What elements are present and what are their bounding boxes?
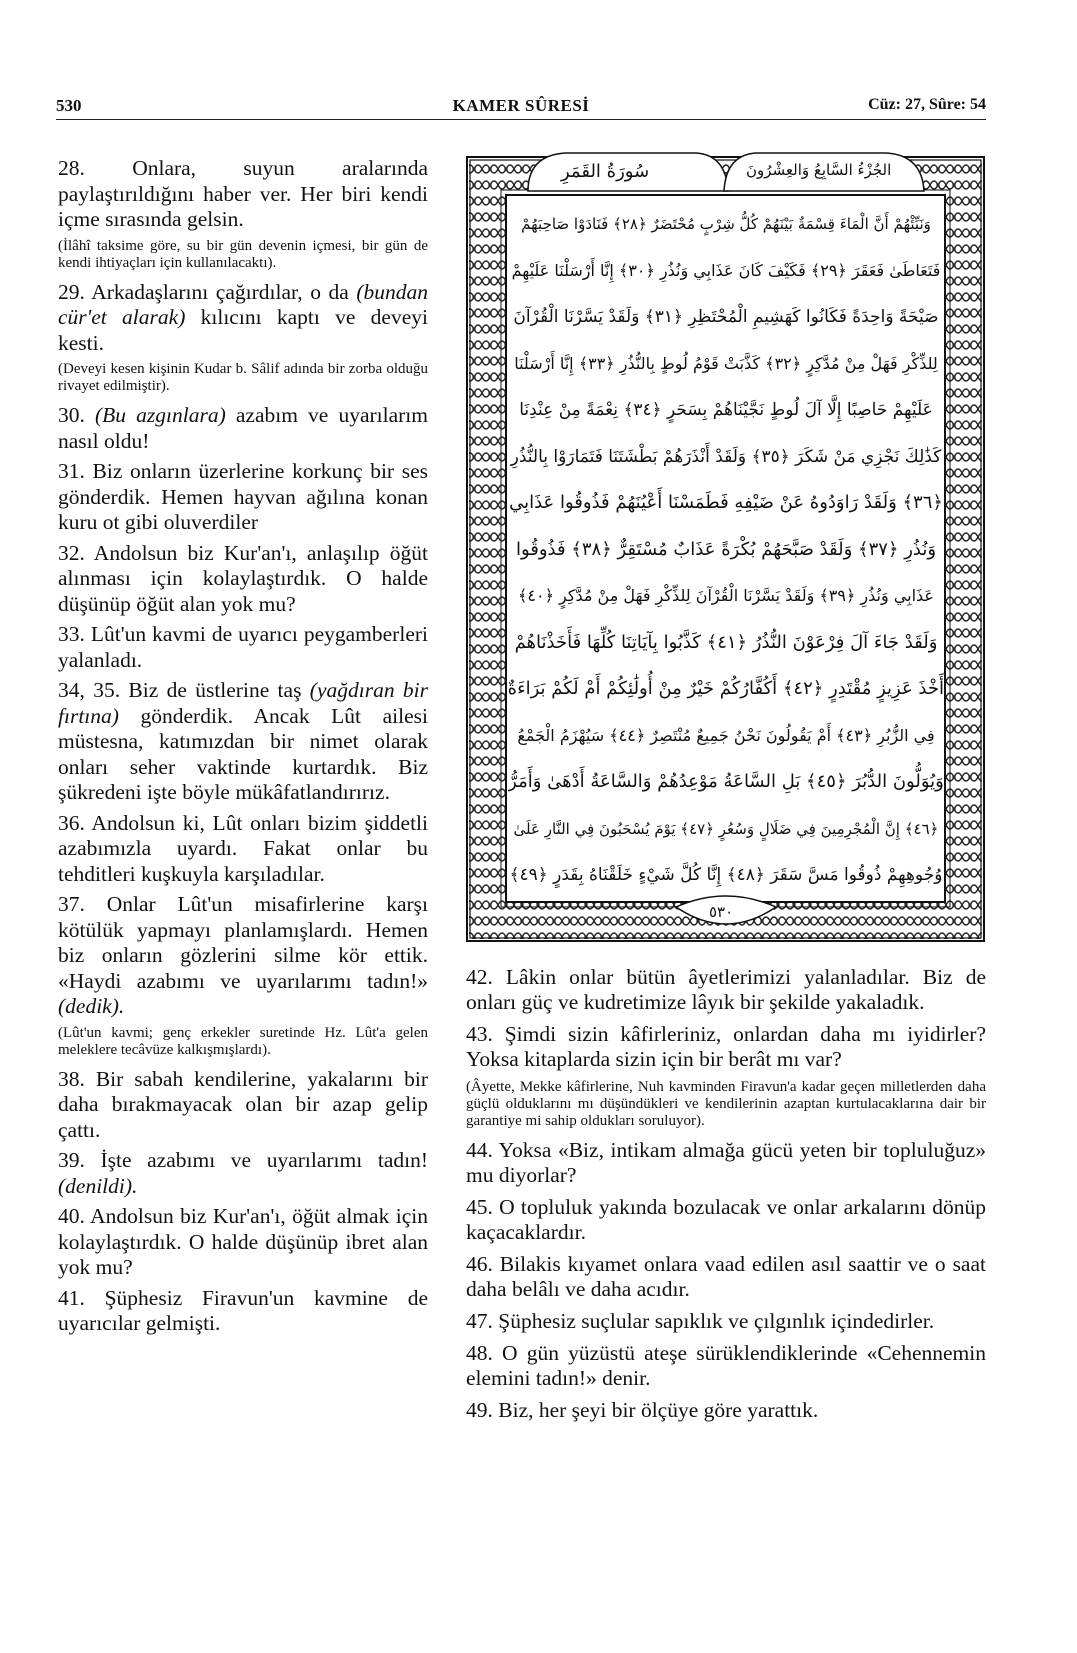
header-rule bbox=[56, 119, 986, 120]
arabic-text-line: وَنُذُرِ ﴿٣٧﴾ وَلَقَدْ صَبَّحَهُمْ بُكْرَةً عَذَابٌ مُسْتَقِرٌّ ﴿٣٨﴾ فَذُوقُوا bbox=[515, 538, 937, 560]
verse-paragraph: 38. Bir sabah kendilerine, yakalarını bir daha bırakmayacak olan bir azap gelip çattı. bbox=[58, 1066, 428, 1142]
verse-italic-insert: (dedik). bbox=[58, 994, 125, 1018]
verse-paragraph: 36. Andolsun ki, Lût onları bizim şiddetli azabımızla uyardı. Fakat onlar bu tehditleri kuşkuyla karşıladılar. bbox=[58, 810, 428, 886]
arabic-text-line: ﴿٤٦﴾ إِنَّ الْمُجْرِمِينَ فِي ضَلَالٍ وَسُعُرٍ ﴿٤٧﴾ يَوْمَ يُسْحَبُونَ فِي النَّارِ عَلَىٰ bbox=[513, 819, 939, 838]
juz-name-tab: الجُزْءُ السَّابِعُ وَالعِشْرُونَ bbox=[746, 161, 892, 179]
verse-paragraph bbox=[58, 678, 428, 806]
verse-italic-insert: (denildi). bbox=[58, 1173, 138, 1198]
arabic-text-line: فَتَعَاطَىٰ فَعَقَرَ ﴿٢٩﴾ فَكَيْفَ كَانَ عَذَابِي وَنُذُرِ ﴿٣٠﴾ إِنَّا أَرْسَلْنَا عَلَيْهِمْ bbox=[511, 260, 941, 280]
footnote: (İlâhî taksime göre, su bir gün devenin içmesi, bir gün de kendi ihtiyaçları için kullanılacaktı). bbox=[58, 237, 428, 271]
verse-text: 39. İşte azabımı ve uyarılarımı tadın! bbox=[58, 1148, 428, 1172]
verse-text: 30. bbox=[58, 403, 95, 427]
verse-paragraph: 48. O gün yüzüstü ateşe sürüklendiklerinde «Cehennemin elemini tadın!» denir. bbox=[466, 1341, 986, 1390]
verse-text: 34, 35. Biz de üstlerine taş bbox=[58, 678, 310, 702]
verse-italic-insert: (yağdıran bir fırtına) bbox=[58, 678, 428, 728]
arabic-text-line: أَخْذَ عَزِيزٍ مُقْتَدِرٍ ﴿٤٢﴾ أَكُفَّارُكُمْ خَيْرٌ مِنْ أُولَٰئِكُمْ أَمْ لَكُمْ بَرَاءَةٌ bbox=[508, 678, 944, 699]
verse-italic-insert: (Bu azgınlara) bbox=[95, 403, 226, 427]
verse-paragraph: 32. Andolsun biz Kur'an'ı, anlaşılıp öğüt alınması için kolaylaştırdık. O halde düşünüp öğüt alan yok mu? bbox=[58, 540, 428, 616]
page-header bbox=[56, 96, 986, 120]
arabic-text-line: ﴿٣٦﴾ وَلَقَدْ رَاوَدُوهُ عَنْ ضَيْفِهِ فَطَمَسْنَا أَعْيُنَهُمْ فَذُوقُوا عَذَابِي bbox=[509, 492, 943, 513]
arabic-text-line: وَنَبِّئْهُمْ أَنَّ الْمَاءَ قِسْمَةٌ بَيْنَهُمْ كُلُّ شِرْبٍ مُحْتَضَرٌ ﴿٢٨﴾ فَنَادَوْا صَاحِبَهُمْ bbox=[521, 215, 931, 233]
page-number: 530 bbox=[56, 96, 82, 115]
mushaf-page bbox=[466, 145, 985, 943]
arabic-text-line: عَلَيْهِمْ حَاصِبًا إِلَّا آلَ لُوطٍ نَجَّيْنَاهُمْ بِسَحَرٍ ﴿٣٤﴾ نِعْمَةً مِنْ عِنْدِنَا bbox=[519, 400, 933, 420]
verse-paragraph: 33. Lût'un kavmi de uyarıcı peygamberleri yalanladı. bbox=[58, 622, 428, 672]
verse-paragraph: 41. Şüphesiz Firavun'un kavmine de uyarıcılar gelmişti. bbox=[58, 1285, 428, 1335]
arabic-text-line: وَلَقَدْ جَاءَ آلَ فِرْعَوْنَ النُّذُرُ ﴿٤١﴾ كَذَّبُوا بِآيَاتِنَا كُلِّهَا فَأَخَذْنَاهُمْ bbox=[514, 631, 938, 653]
verse-paragraph: 31. Biz onların üzerlerine korkunç bir ses gönderdik. Hemen hayvan ağılına konan kuru ot gibi oluverdiler bbox=[58, 459, 428, 534]
arabic-text-line: لِلذِّكْرِ فَهَلْ مِنْ مُدَّكِرٍ ﴿٣٢﴾ كَذَّبَتْ قَوْمُ لُوطٍ بِالنُّذُرِ ﴿٣٣﴾ إِنَّا أَرْسَلْنَا bbox=[514, 353, 938, 373]
verse-paragraph: 42. Lâkin onlar bütün âyetlerimizi yalanladılar. Biz de onları güç ve kudretimize lâyık bir şekilde yakaladık. bbox=[466, 965, 986, 1014]
verse-paragraph bbox=[58, 892, 428, 1020]
verse-paragraph: 47. Şüphesiz suçlular sapıklık ve çılgınlık içindedirler. bbox=[466, 1309, 935, 1333]
verse-paragraph bbox=[58, 280, 428, 357]
juz-sura-label: Cüz: 27, Sûre: 54 bbox=[868, 96, 986, 113]
arabic-text-line: وُجُوهِهِمْ ذُوقُوا مَسَّ سَقَرَ ﴿٤٨﴾ إِنَّا كُلَّ شَيْءٍ خَلَقْنَاهُ بِقَدَرٍ ﴿٤٩﴾ bbox=[509, 865, 943, 885]
footnote: (Deveyi kesen kişinin Kudar b. Sâlif adında bir zorba olduğu rivayet edilmiştir). bbox=[58, 361, 428, 394]
arabic-text-line: وَيُوَلُّونَ الدُّبُرَ ﴿٤٥﴾ بَلِ السَّاعَةُ مَوْعِدُهُمْ وَالسَّاعَةُ أَدْهَىٰ وَأَمَرُّ bbox=[508, 771, 944, 792]
arabic-text-line: فِي الزُّبُرِ ﴿٤٣﴾ أَمْ يَقُولُونَ نَحْنُ جَمِيعٌ مُنْتَصِرٌ ﴿٤٤﴾ سَيُهْزَمُ الْجَمْعُ bbox=[517, 725, 935, 745]
verse-paragraph: 46. Bilakis kıyamet onlara vaad edilen asıl saattir ve o saat daha belâlı ve daha acıdır. bbox=[466, 1252, 986, 1301]
sura-name-tab: سُورَةُ القَمَرِ bbox=[561, 161, 650, 182]
arabic-text-line: كَذَٰلِكَ نَجْزِي مَنْ شَكَرَ ﴿٣٥﴾ وَلَقَدْ أَنْذَرَهُمْ بَطْشَتَنَا فَتَمَارَوْا بِالنُّذُرِ bbox=[510, 446, 942, 467]
verse-text: kılıcını kaptı ve deveyi kesti. bbox=[58, 305, 428, 355]
arabic-text-line: عَذَابِي وَنُذُرِ ﴿٣٩﴾ وَلَقَدْ يَسَّرْنَا الْقُرْآنَ لِلذِّكْرِ فَهَلْ مِنْ مُدَّكِرٍ ﴿٤٠﴾ bbox=[518, 586, 934, 605]
verse-italic-insert: (bundan cür'et alarak) bbox=[58, 279, 428, 329]
verse-paragraph bbox=[58, 403, 428, 454]
verse-text: 37. Onlar Lût'un misafirlerine karşı kötülük yapmayı planlamışlardı. Hemen biz onların gözlerini silme kör ettik. «Haydi azabımı ve uyarılarımı tadın!» bbox=[58, 892, 428, 993]
verse-paragraph: 44. Yoksa «Biz, intikam almağa gücü yeten bir topluluğuz» mu diyorlar? bbox=[466, 1138, 986, 1187]
verse-text: azabım ve uyarılarım nasıl oldu! bbox=[58, 403, 429, 453]
verse-paragraph: 40. Andolsun biz Kur'an'ı, öğüt almak için kolaylaştırdık. O halde düşünüp ibret alan yok mu? bbox=[58, 1204, 428, 1279]
verse-paragraph: 45. O topluluk yakında bozulacak ve onlar arkalarını dönüp kaçacaklardır. bbox=[466, 1195, 986, 1244]
verse-paragraph: 49. Biz, her şeyi bir ölçüye göre yarattık. bbox=[466, 1398, 819, 1422]
left-translation-column bbox=[58, 156, 428, 1342]
footnote: (Lût'un kavmi; genç erkekler suretinde Hz. Lût'a gelen meleklere tecâvüze kalkışmışlardı). bbox=[58, 1024, 428, 1058]
footnote: (Âyette, Mekke kâfirlerine, Nuh kavminden Firavun'a kadar geçen milletlerden daha güçlü olduklarını mı düşündükleri ve kendilerinin azaptan kurtulacaklarına dair bir garantiye mi sahip oldukları soruluyor). bbox=[466, 1079, 986, 1129]
arabic-page-number: ٥٣٠ bbox=[709, 903, 734, 921]
right-translation-column bbox=[466, 965, 986, 1430]
arabic-text-line: صَيْحَةً وَاحِدَةً فَكَانُوا كَهَشِيمِ الْمُحْتَظِرِ ﴿٣١﴾ وَلَقَدْ يَسَّرْنَا الْقُرْآنَ bbox=[513, 307, 939, 327]
page-title: KAMER SÛRESİ bbox=[452, 96, 590, 115]
verse-paragraph: 28. Onlara, suyun aralarında paylaştırıldığını haber ver. Her biri kendi içme sırasında gelsin. bbox=[58, 156, 428, 231]
verse-paragraph: 43. Şimdi sizin kâfirleriniz, onlardan daha mı iyidirler? Yoksa kitaplarda sizin için bir berât mı var? bbox=[466, 1022, 986, 1071]
verse-paragraph bbox=[58, 1148, 428, 1199]
verse-text: gönderdik. Ancak Lût ailesi müstesna, katımızdan bir nimet olarak onları seher vaktinde kurtardık. Biz şükredeni işte böyle mükâfatlandırırız. bbox=[58, 703, 428, 804]
verse-text: 29. Arkadaşlarını çağırdılar, o da bbox=[58, 279, 357, 304]
